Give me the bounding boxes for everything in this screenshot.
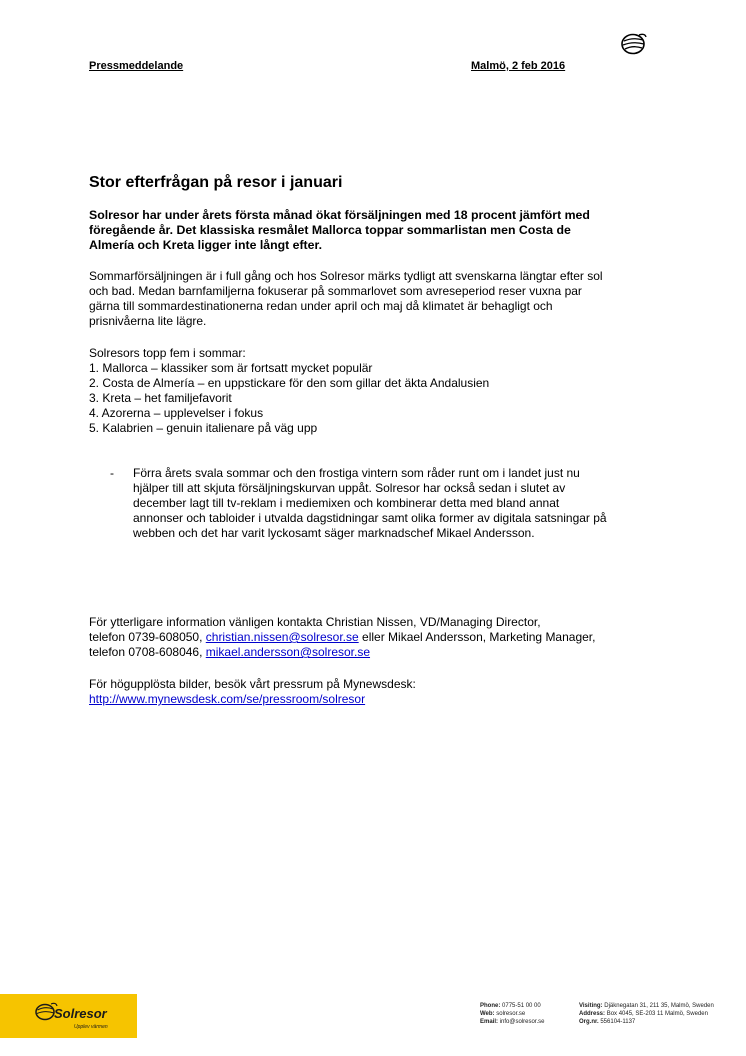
footer-web: Web: solresor.se bbox=[480, 1011, 526, 1017]
date-label: Malmö, 2 feb 2016 bbox=[471, 60, 566, 72]
contact-text: telefon 0708-608046, bbox=[89, 645, 206, 659]
body-line: och bad. Medan barnfamiljerna fokuserar på sommarlovet som avreseperiod reser vuxna par bbox=[89, 284, 582, 298]
list-intro: Solresors topp fem i sommar: bbox=[89, 346, 246, 360]
doc-type-label: Pressmeddelande bbox=[89, 60, 184, 72]
footer-phone: Phone: 0775-51 00 00 bbox=[480, 1003, 541, 1009]
contact-line: För ytterligare information vänligen kontakta Christian Nissen, VD/Managing Director, bbox=[89, 615, 541, 629]
list-item: 4. Azorerna – upplevelser i fokus bbox=[89, 406, 264, 420]
list-item: 5. Kalabrien – genuin italienare på väg upp bbox=[89, 421, 318, 435]
logo-tagline-text: Upplev värmen bbox=[74, 1024, 108, 1030]
body-line: Sommarförsäljningen är i full gång och hos Solresor märks tydligt att svenskarna längtar efter sol bbox=[89, 269, 603, 283]
bullet-dash: - bbox=[110, 466, 114, 480]
contact-line bbox=[89, 645, 649, 660]
list-item: 2. Costa de Almería – en uppstickare för den som gillar det äkta Andalusien bbox=[89, 376, 490, 390]
footer-visiting: Visiting: Djäknegatan 31, 211 35, Malmö, Sweden bbox=[579, 1003, 714, 1009]
email-link-christian[interactable]: christian.nissen@solresor.se bbox=[205, 630, 359, 644]
quote-line: hjälper till att skjuta försäljningskurvan uppåt. Solresor har också sedan i slutet av bbox=[133, 481, 566, 495]
pressroom-link[interactable]: http://www.mynewsdesk.com/se/pressroom/solresor bbox=[89, 692, 366, 706]
lead-paragraph bbox=[89, 208, 649, 253]
footer-address-column bbox=[579, 1002, 714, 1026]
footer-orgnr: Org.nr. 556104-1137 bbox=[579, 1019, 636, 1025]
list-item: 1. Mallorca – klassiker som är fortsatt mycket populär bbox=[89, 361, 373, 375]
email-link-mikael[interactable]: mikael.andersson@solresor.se bbox=[205, 645, 371, 659]
pressroom-info bbox=[89, 677, 649, 707]
quote-line: Förra årets svala sommar och den frostiga vintern som råder runt om i landet just nu bbox=[133, 466, 580, 480]
list-item: 3. Kreta – het familjefavorit bbox=[89, 391, 232, 405]
solresor-logo bbox=[34, 1000, 126, 1032]
quote-line: webben och det har varit lyckosamt säger marknadschef Mikael Andersson. bbox=[133, 526, 535, 540]
contact-line bbox=[89, 630, 649, 645]
quote-line: annonser och tabloider i utvalda dagstidningar samt olika former av digitala satsningar på bbox=[133, 511, 607, 525]
body-line: gärna till sommardestinationerna redan under april och maj då klimatet är behagligt och bbox=[89, 299, 553, 313]
quote-paragraph bbox=[133, 466, 673, 541]
lead-line: föregående år. Det klassiska resmålet Mallorca toppar sommarlistan men Costa de bbox=[89, 223, 571, 237]
contact-info bbox=[89, 615, 649, 660]
lead-line: Solresor har under årets första månad ökat försäljningen med 18 procent jämfört med bbox=[89, 208, 590, 222]
top-five-list bbox=[89, 346, 649, 436]
quote-line: december lagt till tv-reklam i mediemixen och kombinerar detta med bland annat bbox=[133, 496, 560, 510]
logo-brand-text: Solresor bbox=[54, 1006, 107, 1021]
page-title: Stor efterfrågan på resor i januari bbox=[89, 174, 343, 191]
contact-text: eller Mikael Andersson, Marketing Manager, bbox=[358, 630, 596, 644]
footer-email: Email: info@solresor.se bbox=[480, 1019, 545, 1025]
footer-contact-column bbox=[480, 1002, 544, 1026]
body-paragraph bbox=[89, 269, 649, 329]
solresor-globe-icon bbox=[619, 32, 647, 56]
footer-address: Address: Box 4045, SE-203 11 Malmö, Sweden bbox=[579, 1011, 708, 1017]
body-line: prisnivåerna lite lägre. bbox=[89, 314, 207, 328]
lead-line: Almería och Kreta ligger inte långt efter. bbox=[89, 238, 323, 252]
pressroom-text: För högupplösta bilder, besök vårt pressrum på Mynewsdesk: bbox=[89, 677, 416, 691]
contact-text: telefon 0739-608050, bbox=[89, 630, 206, 644]
